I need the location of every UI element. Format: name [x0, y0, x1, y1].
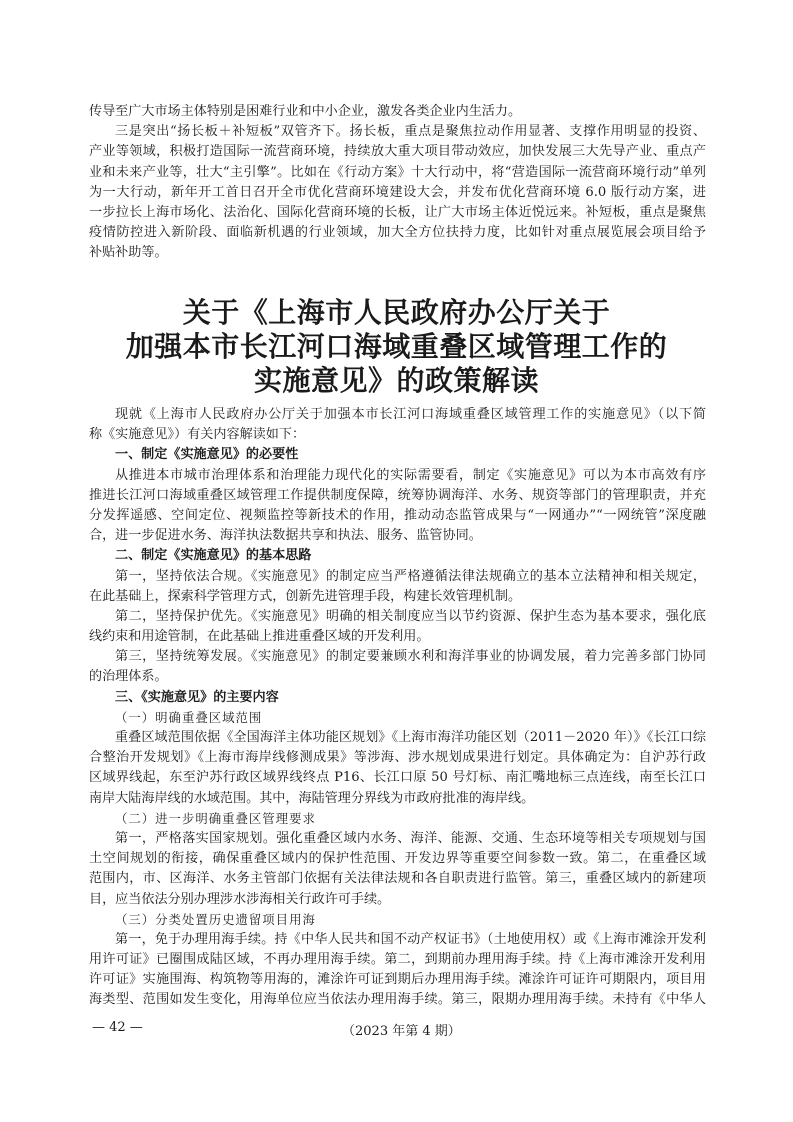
- title-line: 实施意见》的政策解读: [253, 364, 539, 397]
- paragraph: [89, 466, 706, 547]
- text-line: 范围内，市、区海洋、水务主管部门依据有关法律法规和各自职责进行监管。第三，重叠区域内的新建项: [89, 871, 706, 887]
- text-line: 第一，严格落实国家规划。强化重叠区域内水务、海洋、能源、交通、生态环境等相关专项规划与国: [115, 830, 706, 846]
- text-line: 合，进一步促进水务、海洋执法数据共享和执法、服务、监管协同。: [89, 528, 482, 544]
- paragraph: [89, 405, 706, 445]
- text-line: 用许可证》已圈围成陆区域，不再办理用海手续。第二，到期前办理用海手续。持《上海市滩涂开发利用: [89, 952, 706, 968]
- paragraph: [89, 607, 706, 647]
- paragraph: [89, 930, 706, 1011]
- text-line: 海类型、范围如发生变化，用海单位应当依法办理用海手续。第三，限期办理用海手续。未持有《中华人: [89, 992, 706, 1008]
- text-line: 现就《上海市人民政府办公厅关于加强本市长江河口海域重叠区域管理工作的实施意见》（以下简: [115, 407, 706, 422]
- text-line: 区域界线起，东至沪苏行政区域界线终点 P16、长江口原 50 号灯标、南汇嘴地标三点连线，南至长江口: [89, 770, 706, 786]
- paragraph: [89, 102, 706, 122]
- text-line: 推进长江河口海域重叠区域管理工作提供制度保障，统筹协调海洋、水务、规资等部门的管理职责，并充: [89, 487, 706, 503]
- title-line: 关于《上海市人民政府办公厅关于: [182, 296, 611, 329]
- text-line: 第一，免于办理用海手续。持《中华人民共和国不动产权证书》（土地使用权）或《上海市滩涂开发利: [115, 931, 706, 947]
- title-line: 加强本市长江河口海域重叠区域管理工作的: [125, 330, 668, 363]
- text-line: （一）明确重叠区域范围: [115, 709, 263, 725]
- paragraph: [89, 567, 706, 607]
- paragraph: [89, 728, 706, 809]
- text-line: 传导至广大市场主体特别是困难行业和中小企业，激发各类企业内生活力。: [89, 104, 522, 119]
- article-title: [0, 296, 793, 398]
- text-line: 一、制定《实施意见》的必要性: [115, 447, 299, 463]
- text-line: 第三，坚持统筹发展。《实施意见》的制定要兼顾水利和海洋事业的协调发展，着力完善多部门协同: [115, 649, 706, 665]
- text-line: 第一，坚持依法合规。《实施意见》的制定应当严格遵循法律法规确立的基本立法精神和相关规定，: [115, 568, 706, 584]
- text-line: 分发挥遥感、空间定位、视频监控等新技术的作用，推动动态监管成果与“一网通办”“一网统管”深度融: [89, 507, 706, 523]
- paragraph: [89, 122, 706, 263]
- text-line: 南岸大陆海岸线的水域范围。其中，海陆管理分界线为市政府批准的海岸线。: [89, 790, 535, 806]
- section-heading: [89, 688, 706, 708]
- subsection-heading: [89, 910, 706, 930]
- text-line: 产业等领域，积极打造国际一流营商环境，持续放大重大项目带动效应，加快发展三大先导产业、重点产: [89, 144, 706, 160]
- subsection-heading: [89, 809, 706, 829]
- text-line: 线约束和用途管制，在此基础上推进重叠区域的开发利用。: [89, 629, 430, 645]
- section-heading: [89, 546, 706, 566]
- article-body: [89, 405, 706, 1011]
- issue-label: （2023 年第 4 期）: [342, 1024, 461, 1039]
- section-heading: [89, 445, 706, 465]
- text-line: 重叠区域范围依据《全国海洋主体功能区规划》《上海市海洋功能区划（2011－2020 年）》《长江口综: [115, 730, 706, 745]
- page-number: — 42 —: [92, 1020, 143, 1035]
- text-line: 的治理体系。: [89, 669, 168, 685]
- paragraph: [89, 829, 706, 910]
- text-line: 为一大行动，新年开工首日召开全市优化营商环境建设大会，并发布优化营商环境 6.0 版行动方案，进: [89, 184, 706, 200]
- text-line: 三、《实施意见》的主要内容: [115, 689, 279, 705]
- previous-article-continuation: [89, 102, 706, 264]
- text-line: 许可证》实施围海、构筑物等用海的，滩涂许可证到期后办理用海手续。滩涂许可证许可期限内，项目用: [89, 972, 706, 988]
- text-line: （二）进一步明确重叠区管理要求: [115, 810, 316, 826]
- text-line: （三）分类处置历史遗留项目用海: [115, 911, 316, 927]
- text-line: 二、制定《实施意见》的基本思路: [115, 548, 312, 564]
- text-line: 目，应当依法分别办理涉水涉海相关行政许可手续。: [89, 891, 391, 907]
- text-line: 补贴补助等。: [89, 245, 168, 261]
- subsection-heading: [89, 708, 706, 728]
- text-line: 从推进本市城市治理体系和治理能力现代化的实际需要看，制定《实施意见》可以为本市高效有序: [115, 467, 706, 483]
- text-line: 称《实施意见》）有关内容解读如下：: [89, 427, 306, 443]
- text-line: 第二，坚持保护优先。《实施意见》明确的相关制度应当以节约资源、保护生态为基本要求，强化底: [115, 608, 706, 624]
- text-line: 三是突出“扬长板＋补短板”双管齐下。扬长板，重点是聚焦拉动作用显著、支撑作用明显的投资、: [115, 124, 706, 140]
- text-line: 土空间规划的衔接，确保重叠区域内的保护性范围、开发边界等重要空间参数一致。第二，在重叠区域: [89, 851, 706, 867]
- text-line: 业和未来产业等，壮大“主引擎”。比如在《行动方案》十大行动中，将“营造国际一流营商环境行动”单列: [89, 164, 706, 180]
- text-line: 在此基础上，探索科学管理方式，创新先进管理手段，构建长效管理机制。: [89, 588, 522, 604]
- text-line: 合整治开发规划》《上海市海岸线修测成果》等涉海、涉水规划成果进行划定。具体确定为：自沪苏行政: [89, 750, 706, 766]
- text-line: 疫情防控进入新阶段、面临新机遇的行业领域，加大全方位扶持力度，比如针对重点展览展会项目给予: [89, 225, 706, 241]
- text-line: 一步拉长上海市场化、法治化、国际化营商环境的长板，让广大市场主体近悦远来。补短板，重点是聚焦: [89, 204, 706, 220]
- paragraph: [89, 647, 706, 687]
